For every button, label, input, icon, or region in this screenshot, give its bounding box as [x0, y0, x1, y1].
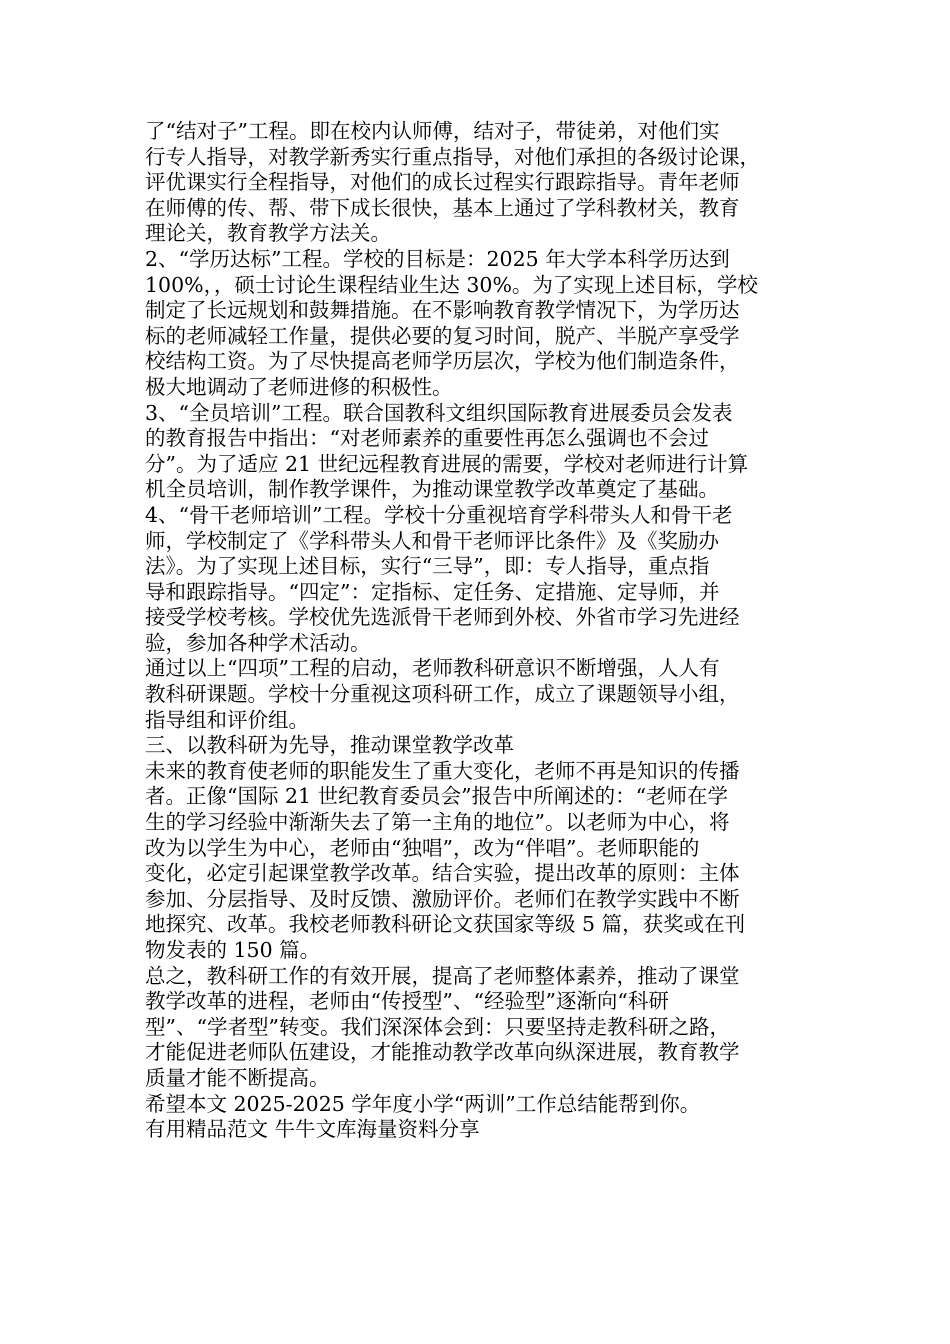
paragraph-training-project: 3、“全员培训”工程。联合国教科文组织国际教育进展委员会发表 的教育报告中指出：“对老师素养的重要性再怎么强调也不会过 分”。为了适应 21 世纪远程教育进展的需要，学校对老师进行计算 机全员培训，制作教学课件，为推动课堂教学改革奠定了基础。: [145, 400, 749, 502]
footer-tagline: 有用精品范文 牛牛文库海量资料分享: [145, 1117, 480, 1142]
paragraph-backbone-project: 4、“骨干老师培训”工程。学校十分重视培育学科带头人和骨干老 师，学校制定了《学科带头人和骨干老师评比条件》及《奖励办 法》。为了实现上述目标，实行“三导”，即：专人指导，重点指 导和跟踪指导。“四定”：定指标、定任务、定措施、定导师，并 接受学校考核。学校优先选派骨干老师到外校、外省市学习先进经 验，参加各种学术活动。: [145, 502, 740, 655]
paragraph-closing-note: 希望本文 2025-2025 学年度小学“两训”工作总结能帮到你。: [145, 1091, 701, 1116]
paragraph-teacher-role: 未来的教育使老师的职能发生了重大变化，老师不再是知识的传播 者。正像“国际 21 世纪教育委员会”报告中所阐述的：“老师在学 生的学习经验中渐渐失去了第一主角的地位”。以老师为中心，将 改为以学生为中心，老师由“独唱”，改为“伴唱”。老师职能的 变化，必定引起课堂教学改革。结合实验，提出改革的原则：主体 参加、分层指导、及时反馈、激励评价。老师们在教学实践中不断 地探究、改革。我校老师教科研论文获国家等级 5 篇，获奖或在刊 物发表的 150 篇。: [145, 758, 746, 962]
paragraph-pairing-project: 了“结对子”工程。即在校内认师傅，结对子，带徒弟，对他们实 行专人指导，对教学新秀实行重点指导，对他们承担的各级讨论课， 评优课实行全程指导，对他们的成长过程实行跟踪指导。青年老师 在师傅的传、帮、带下成长很快，基本上通过了学科教材关，教育 理论关，教育教学方法关。: [145, 119, 760, 246]
paragraph-conclusion: 总之，教科研工作的有效开展，提高了老师整体素养，推动了课堂 教学改革的进程，老师由“传授型”、“经验型”逐渐向“科研 型”、“学者型”转变。我们深深体会到：只要坚持走教科研之路， 才能促进老师队伍建设，才能推动教学改革向纵深进展，教育教学 质量才能不断提高。: [145, 963, 740, 1090]
paragraph-degree-project: 2、“学历达标”工程。学校的目标是：2025 年大学本科学历达到 100%，，硕士讨论生课程结业生达 30%。为了实现上述目标，学校 制定了长远规划和鼓舞措施。在不影响教育教学情况下，为学历达 标的老师减轻工作量，提供必要的复习时间，脱产、半脱产享受学 校结构工资。为了尽快提高老师学历层次，学校为他们制造条件， 极大地调动了老师进修的积极性。: [145, 246, 758, 399]
document-body: [145, 119, 805, 1143]
section-heading-3: 三、以教科研为先导，推动课堂教学改革: [145, 733, 514, 758]
paragraph-four-projects-summary: 通过以上“四项”工程的启动，老师教科研意识不断增强，人人有 教科研课题。学校十分重视这项科研工作，成立了课题领导小组， 指导组和评价组。: [145, 656, 740, 732]
